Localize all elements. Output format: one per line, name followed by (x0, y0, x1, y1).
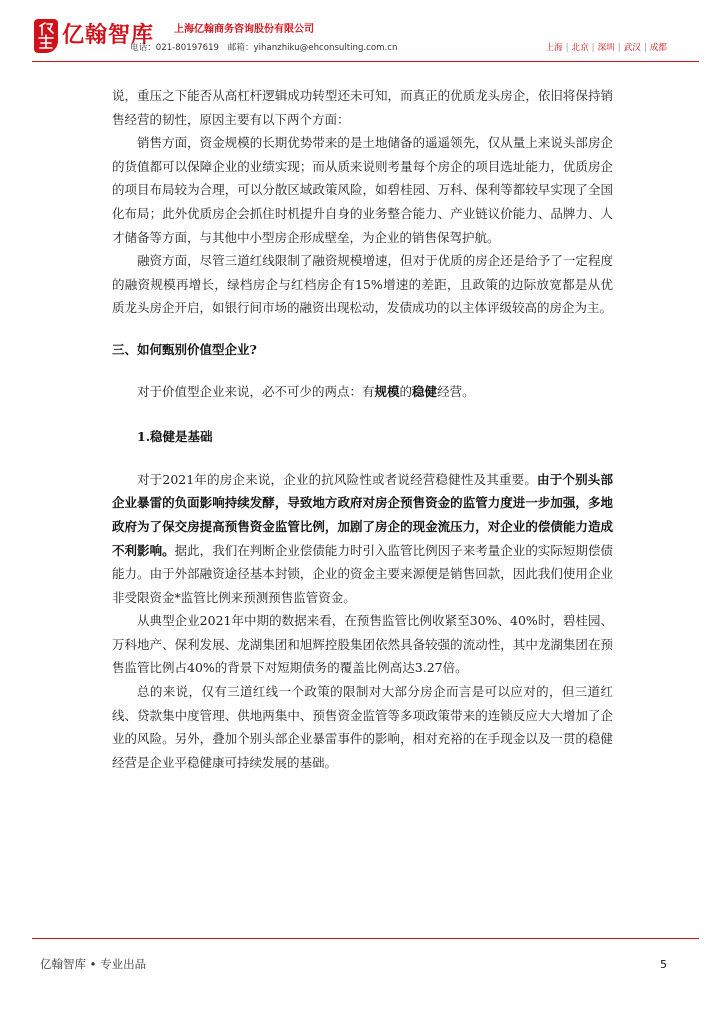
paragraph-typical-data: 从典型企业2021年中期的数据来看，在预售监管比例收紧至30%、40%时，碧桂园、万科地产、保利发展、龙湖集团和旭辉控股集团依然具备较强的流动性，其中龙湖集团在预售监管比例占40%的背景下对短期债务的覆盖比例高达3.27倍。 (112, 613, 613, 676)
email-text: 邮箱：yihanzhiku@ehconsulting.com.cn (227, 43, 398, 53)
subsection-heading: 1.稳健是基础 (137, 429, 213, 445)
paragraph-sales: 销售方面，资金规模的长期优势带来的是土地储备的遥遥领先，仅从量上来说头部房企的货值都可以保障企业的业绩实现；而从质来说则考量每个房企的项目选址能力，优质房企的项目布局较为合理，可以分散区域政策风险，如碧桂园、万科、保利等都较早实现了全国化布局；此外优质房企会抓住时机提升自身的业务整合能力、产业链议价能力、品牌力、人才储备等方面，与其他中小型房企形成壁垒，为企业的销售保驾护航。 (112, 135, 613, 245)
city-separator: | (617, 43, 621, 53)
company-name: 上海亿翰商务咨询股份有限公司 (174, 24, 314, 35)
risk-tail-text: 据此，我们在判断企业偿债能力时引入监管比例因子来考量企业的实际短期偿债能力。由于外部融资途径基本封锁，企业的资金主要来源便是销售回款，因此我们使用企业非受限资金*监管比例来预测预售监管资金。 (112, 542, 613, 605)
document-body (112, 84, 613, 774)
page-header (0, 0, 724, 66)
city-item: 北京 (571, 43, 589, 53)
yihan-seal-logo-icon (34, 19, 58, 53)
paragraph-financing: 融资方面，尽管三道红线限制了融资规模增速，但对于优质的房企还是给予了一定程度的融资规模再增长，绿档房企与红档房企有15%增速的差距，且政策的边际放宽都是从优质龙头房企开启，如银行间市场的融资出现松动，发债成功的以主体评级较高的房企为主。 (112, 253, 613, 316)
footer-divider (32, 938, 699, 939)
paragraph-risk (112, 468, 613, 610)
city-item: 上海 (545, 43, 563, 53)
office-cities (545, 42, 667, 54)
city-separator: | (643, 43, 647, 53)
city-item: 深圳 (597, 43, 615, 53)
paragraph-continued: 说，重压之下能否从高杠杆逻辑成功转型还未可知，而真正的优质龙头房企，依旧将保持销售经营的韧性，原因主要有以下两个方面： (112, 88, 613, 127)
risk-lead-text: 对于2021年的房企来说，企业的抗风险性或者说经营稳健性及其重要。 (137, 471, 538, 487)
paragraph-value-intro (112, 380, 613, 404)
phone-text: 电话：021-80197619 (130, 43, 220, 53)
city-item: 武汉 (623, 43, 641, 53)
contact-info (130, 42, 403, 54)
section-heading: 三、如何甄别价值型企业? (112, 341, 257, 357)
risk-bold-text: 由于个别头部企业暴雷的负面影响持续发酵，导致地方政府对房企预售资金的监管力度进一步加强，多地政府为了保交房提高预售资金监管比例，加剧了房企的现金流压力，对企业的偿债能力造成不利影响。 (112, 471, 613, 558)
footer-brand: 亿翰智库 • 专业出品 (40, 957, 147, 971)
header-divider (32, 61, 699, 62)
page-number: 5 (660, 958, 667, 971)
city-separator: | (565, 43, 569, 53)
city-separator: | (591, 43, 595, 53)
emphasis-scale: 规模 (374, 383, 400, 399)
intro-text-mid: 的 (399, 383, 413, 399)
intro-text-tail: 经营。 (437, 383, 475, 399)
city-item: 成都 (649, 43, 667, 53)
intro-text: 对于价值型企业来说，必不可少的两点：有 (137, 383, 375, 399)
brand-name: 亿翰智库 (62, 23, 155, 48)
paragraph-conclusion: 总的来说，仅有三道红线一个政策的限制对大部分房企而言是可以应对的，但三道红线、贷款集中度管理、供地两集中、预售资金监管等多项政策带来的连锁反应大大增加了企业的风险。另外，叠加个别头部企业暴雷事件的影响，相对充裕的在手现金以及一贯的稳健经营是企业平稳健康可持续发展的基础。 (112, 684, 613, 770)
emphasis-stable: 稳健 (412, 383, 438, 399)
